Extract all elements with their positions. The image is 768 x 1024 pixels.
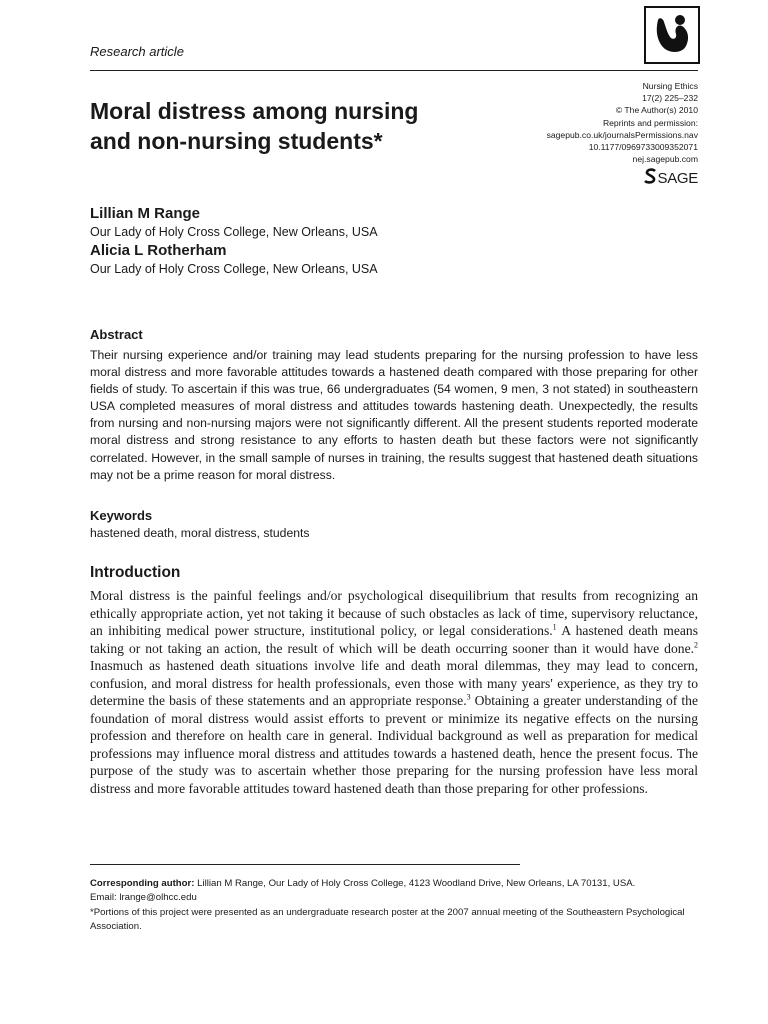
journal-doi[interactable]: 10.1177/0969733009352071 <box>588 142 698 153</box>
article-type-label: Research article <box>90 44 184 59</box>
author-affiliation: Our Lady of Holy Cross College, New Orleans, USA <box>90 262 378 276</box>
journal-permissions-link[interactable]: sagepub.co.uk/journalsPermissions.nav <box>546 129 698 140</box>
journal-logo-icon <box>644 6 700 64</box>
abstract-heading: Abstract <box>90 327 143 342</box>
intro-text-segment: Obtaining a greater understanding of the foundation of moral distress would assist efforts to prevent or minimize its negative effects on the nursing profession and therefore on health care in general. Individual background as well as preparation for medical professions may influence moral distress and attitudes towards a hastened death, hence the present focus. The purpose of the study was to ascertain whether those preparing for the nursing profession have less moral distress and more favorable attitudes toward hastened death than those preparing for other professions. <box>90 693 698 796</box>
presentation-footnote: *Portions of this project were presented as an undergraduate research poster at the 2007 annual meeting of the Southeastern Psychological Association. <box>90 906 685 932</box>
sage-logo <box>644 168 698 188</box>
footnotes <box>90 877 702 934</box>
sage-mark-icon <box>644 168 657 188</box>
footnote-divider <box>90 864 520 865</box>
journal-copyright: © The Author(s) 2010 <box>615 105 698 116</box>
journal-reprints: Reprints and permission: <box>602 117 698 128</box>
article-title <box>90 96 510 156</box>
header-divider <box>90 70 698 71</box>
article-title-line-1: Moral distress among nursing <box>90 98 419 124</box>
intro-text-segment: Inasmuch as hastened death situations involve life and death moral dilemmas, they may lead to concern, confusion, and moral distress for health professionals, even those with many years' experience, as they try to determine the basis of these statements and an appropriate response. <box>90 658 698 708</box>
article-title-line-2: and non-nursing students* <box>90 128 383 154</box>
journal-volume: 17(2) 225–232 <box>642 93 698 104</box>
reference-marker[interactable]: 2 <box>694 639 698 649</box>
author-affiliation: Our Lady of Holy Cross College, New Orleans, USA <box>90 225 378 239</box>
corresponding-author-text: Lillian M Range, Our Lady of Holy Cross College, 4123 Woodland Drive, New Orleans, LA 70131, USA. <box>194 878 636 889</box>
intro-text-segment: A hastened death means taking or not taking an action, the result of which will be death occurring sooner than it would have done. <box>90 623 699 656</box>
sage-wordmark: SAGE <box>657 169 698 187</box>
journal-meta <box>547 80 698 165</box>
corresponding-author-note <box>90 877 702 891</box>
journal-name: Nursing Ethics <box>642 81 698 91</box>
journal-website-link[interactable]: nej.sagepub.com <box>632 154 698 165</box>
keywords-text: hastened death, moral distress, students <box>90 526 310 540</box>
keywords-heading: Keywords <box>90 508 153 523</box>
abstract-text: Their nursing experience and/or training may lead students preparing for the nursing profession to have less moral distress and more favorable attitudes towards a hastened death compared with those preparing for other fields of study. To ascertain if this was true, 66 undergraduates (54 women, 9 men, 3 not stated) in southeastern USA completed measures of moral distress and attitudes towards hastening death. Unexpectedly, the results from nursing and non-nursing majors were not significantly different. All the present students reported moderate moral distress and strong resistance to any efforts to hasten death but these factors were not significantly correlated. However, in the small sample of nurses in training, the results suggest that hastened death situations may not be a prime reason for moral distress. <box>90 348 698 482</box>
author-name: Lillian M Range <box>90 205 201 222</box>
corresponding-author-label: Corresponding author: <box>90 878 195 889</box>
intro-text-segment: Moral distress is the painful feelings and/or psychological disequilibrium that results from recognizing an ethically appropriate action, yet not taking it because of such obstacles as lack of time, supervisory reluctance, an inhibiting medical power structure, institutional policy, or legal considerations. <box>90 588 698 638</box>
introduction-paragraph <box>90 587 698 797</box>
author-name: Alicia L Rotherham <box>90 242 227 259</box>
introduction-heading: Introduction <box>90 564 181 581</box>
reference-marker[interactable]: 3 <box>466 692 471 702</box>
corresponding-author-email[interactable]: Email: lrange@olhcc.edu <box>90 892 197 904</box>
reference-marker[interactable]: 1 <box>552 622 557 632</box>
